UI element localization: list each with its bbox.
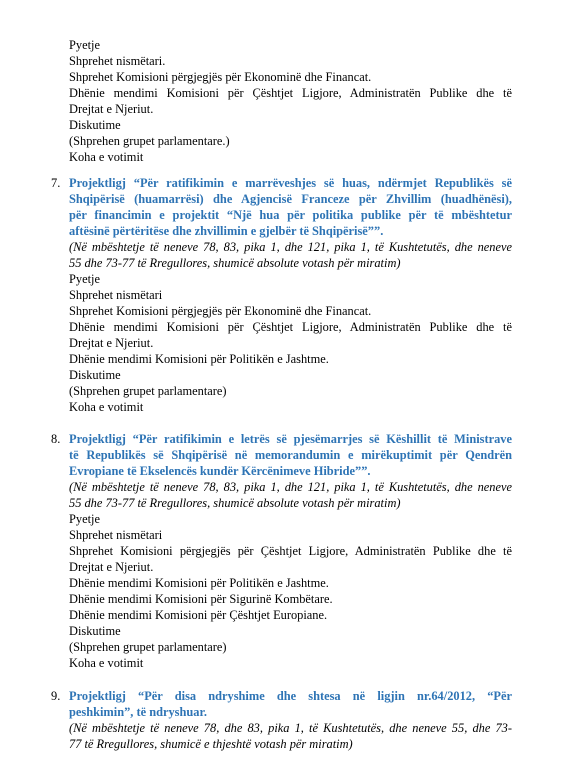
- agenda-line: Dhënie mendimi Komisioni për Sigurinë Kombëtare.: [69, 592, 333, 606]
- agenda-line: Shprehet Komisioni përgjegjës për Ekonominë dhe Financat.: [69, 304, 372, 318]
- item-title: për financimin e projektit “Një hua për politika publike për të mbështetur: [69, 208, 512, 222]
- legal-note: 55 dhe 73-77 të Rregullores, shumicë absolute votash për miratim): [69, 496, 401, 510]
- agenda-line: Koha e votimit: [69, 400, 144, 414]
- agenda-line: Diskutime: [69, 368, 121, 382]
- agenda-line: Dhënie mendimi Komisioni për Politikën e Jashtme.: [69, 576, 329, 590]
- legal-note: 77 të Rregullores, shumicë e thjeshtë votash për miratim): [69, 737, 353, 751]
- agenda-line: Pyetje: [69, 512, 100, 526]
- item-title: Projektligj “Për disa ndryshime dhe shtesa në ligjin nr.64/2012, “Për: [69, 689, 512, 703]
- agenda-line: (Shprehen grupet parlamentare): [69, 384, 227, 398]
- legal-note: (Në mbështetje të neneve 78, dhe 83, pika 1, të Kushtetutës, dhe neneve 55, dhe 73-: [69, 721, 512, 735]
- item-number: 8.: [51, 432, 61, 446]
- item-title: Evropiane të Ekselencës kundër Kërcënimeve Hibride””.: [69, 464, 371, 478]
- item-title: Projektligj “Për ratifikimin e letrës së pjesëmarrjes së Këshillit të Ministrave: [69, 432, 512, 446]
- item-number: 9.: [51, 689, 61, 703]
- agenda-line: Shprehet Komisioni përgjegjës për Ekonominë dhe Financat.: [69, 70, 372, 84]
- agenda-line: Dhënie mendimi Komisioni për Çështjet Europiane.: [69, 608, 328, 622]
- item-title: aftësinë përtëritëse dhe zhvillimin e gjelbër të Shqipërisë””.: [69, 224, 384, 238]
- agenda-line: Shprehet nismëtari.: [69, 54, 166, 68]
- agenda-line: Drejtat e Njeriut.: [69, 102, 154, 116]
- agenda-line: Dhënie mendimi Komisioni për Politikën e Jashtme.: [69, 352, 329, 366]
- legal-note: (Në mbështetje të neneve 78, 83, pika 1, dhe 121, pika 1, të Kushtetutës, dhe neneve: [69, 480, 512, 494]
- item-number: 7.: [51, 176, 61, 190]
- item-title: të Republikës së Shqipërisë në memorandumin e mirëkuptimit për Qendrën: [69, 448, 512, 462]
- agenda-line: Diskutime: [69, 118, 121, 132]
- agenda-line: Dhënie mendimi Komisioni për Çështjet Ligjore, Administratën Publike dhe të: [69, 86, 512, 100]
- agenda-line: Shprehet Komisioni përgjegjës për Çështjet Ligjore, Administratën Publike dhe të: [69, 544, 512, 558]
- agenda-line: Koha e votimit: [69, 150, 144, 164]
- agenda-line: Pyetje: [69, 272, 100, 286]
- agenda-line: (Shprehen grupet parlamentare): [69, 640, 227, 654]
- agenda-line: Diskutime: [69, 624, 121, 638]
- legal-note: (Në mbështetje të neneve 78, 83, pika 1, dhe 121, pika 1, të Kushtetutës, dhe neneve: [69, 240, 512, 254]
- item-title: Projektligj “Për ratifikimin e marrëveshjes së huas, ndërmjet Republikës së: [69, 176, 512, 190]
- agenda-line: Drejtat e Njeriut.: [69, 560, 154, 574]
- item-title: peshkimin”, të ndryshuar.: [69, 705, 207, 719]
- item-title: Shqipërisë (huamarrësi) dhe Agjencisë Franceze për Zhvillim (huadhënësi),: [69, 192, 512, 206]
- agenda-line: Koha e votimit: [69, 656, 144, 670]
- agenda-line: (Shprehen grupet parlamentare.): [69, 134, 230, 148]
- agenda-line: Dhënie mendimi Komisioni për Çështjet Ligjore, Administratën Publike dhe të: [69, 320, 512, 334]
- agenda-line: Shprehet nismëtari: [69, 288, 163, 302]
- legal-note: 55 dhe 73-77 të Rregullores, shumicë absolute votash për miratim): [69, 256, 401, 270]
- agenda-line: Shprehet nismëtari: [69, 528, 163, 542]
- agenda-line: Pyetje: [69, 38, 100, 52]
- agenda-line: Drejtat e Njeriut.: [69, 336, 154, 350]
